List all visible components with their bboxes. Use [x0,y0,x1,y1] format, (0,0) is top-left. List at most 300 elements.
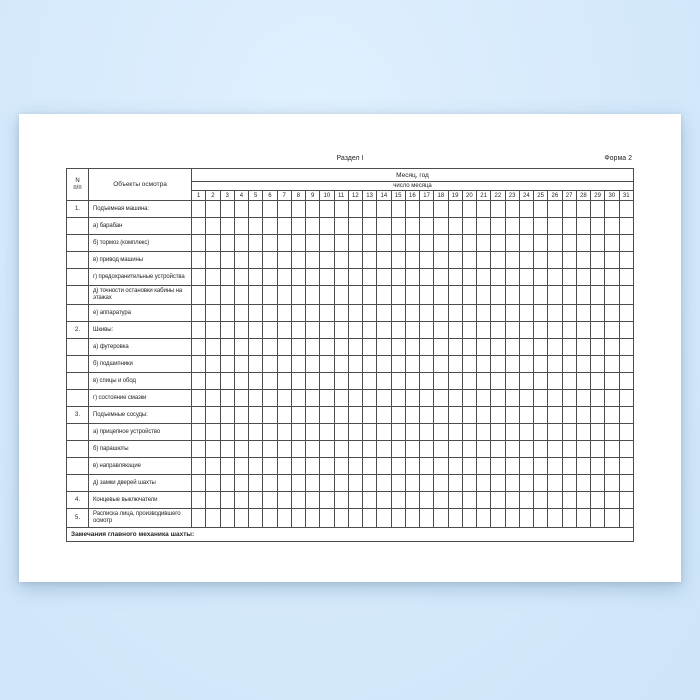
table-row [67,373,634,390]
day-mark-cell [477,269,491,286]
row-number-cell [67,305,89,322]
day-mark-cell [548,458,562,475]
row-number-cell [67,356,89,373]
inspection-object-label: б) тормоз (комплекс) [89,235,192,252]
day-mark-cell [277,356,291,373]
day-mark-cell [519,356,533,373]
col-header-day-of-month: число месяца [192,182,634,191]
day-mark-cell [477,286,491,305]
col-header-number-line1: N [75,178,80,184]
day-mark-cell [605,322,619,339]
page-header [66,154,634,166]
day-mark-cell [220,218,234,235]
day-mark-cell [534,509,548,528]
day-mark-cell [234,509,248,528]
day-mark-cell [234,424,248,441]
day-mark-cell [334,252,348,269]
row-number-cell: 1. [67,201,89,218]
day-mark-cell [377,218,391,235]
day-mark-cell [491,305,505,322]
day-mark-cell [291,390,305,407]
day-mark-cell [576,390,590,407]
day-mark-cell [448,235,462,252]
day-mark-cell [519,373,533,390]
day-mark-cell [249,390,263,407]
inspection-object-label: б) подшипники [89,356,192,373]
day-mark-cell [448,201,462,218]
day-mark-cell [477,441,491,458]
day-number-header: 21 [477,191,491,201]
day-mark-cell [391,424,405,441]
day-mark-cell [491,424,505,441]
day-mark-cell [391,305,405,322]
day-mark-cell [562,509,576,528]
day-mark-cell [462,373,476,390]
day-mark-cell [548,356,562,373]
day-mark-cell [249,339,263,356]
inspection-object-label: в) спицы и обод [89,373,192,390]
day-mark-cell [591,269,605,286]
day-mark-cell [505,339,519,356]
table-row [67,269,634,286]
day-mark-cell [477,322,491,339]
day-mark-cell [263,475,277,492]
day-mark-cell [505,322,519,339]
day-mark-cell [377,235,391,252]
day-mark-cell [291,458,305,475]
day-mark-cell [420,218,434,235]
day-mark-cell [348,407,362,424]
row-number-cell [67,252,89,269]
day-mark-cell [306,475,320,492]
day-number-header: 2 [206,191,220,201]
day-mark-cell [434,424,448,441]
day-mark-cell [477,305,491,322]
day-mark-cell [277,407,291,424]
row-number-cell [67,286,89,305]
day-mark-cell [434,305,448,322]
day-mark-cell [462,218,476,235]
day-mark-cell [405,509,419,528]
day-mark-cell [405,458,419,475]
day-mark-cell [391,218,405,235]
day-mark-cell [591,373,605,390]
day-mark-cell [619,441,634,458]
day-mark-cell [306,424,320,441]
day-mark-cell [534,356,548,373]
day-mark-cell [377,252,391,269]
day-mark-cell [291,269,305,286]
day-mark-cell [491,356,505,373]
table-row [67,286,634,305]
day-mark-cell [477,509,491,528]
day-mark-cell [363,218,377,235]
day-mark-cell [249,475,263,492]
day-mark-cell [534,492,548,509]
day-mark-cell [363,475,377,492]
day-mark-cell [348,509,362,528]
day-mark-cell [548,322,562,339]
day-mark-cell [391,235,405,252]
day-mark-cell [334,201,348,218]
day-mark-cell [405,339,419,356]
day-mark-cell [220,286,234,305]
day-mark-cell [334,424,348,441]
day-mark-cell [306,235,320,252]
day-mark-cell [277,475,291,492]
day-mark-cell [306,269,320,286]
col-header-objects: Объекты осмотра [89,169,192,201]
day-mark-cell [348,322,362,339]
remarks-row [67,528,634,542]
day-mark-cell [363,356,377,373]
day-mark-cell [562,252,576,269]
row-number-cell [67,390,89,407]
day-mark-cell [348,201,362,218]
day-mark-cell [192,269,206,286]
day-mark-cell [562,339,576,356]
day-mark-cell [206,458,220,475]
day-mark-cell [234,305,248,322]
day-mark-cell [505,509,519,528]
day-mark-cell [519,286,533,305]
day-mark-cell [420,339,434,356]
day-mark-cell [491,373,505,390]
day-mark-cell [548,286,562,305]
day-mark-cell [263,322,277,339]
row-number-cell: 3. [67,407,89,424]
day-mark-cell [320,201,334,218]
inspection-object-label: б) парашюты [89,441,192,458]
day-mark-cell [263,339,277,356]
table-row [67,509,634,528]
day-mark-cell [605,269,619,286]
day-mark-cell [462,322,476,339]
inspection-object-label: Шкивы: [89,322,192,339]
day-mark-cell [405,475,419,492]
day-mark-cell [363,509,377,528]
day-mark-cell [491,458,505,475]
day-mark-cell [448,269,462,286]
day-mark-cell [562,201,576,218]
day-mark-cell [505,390,519,407]
day-mark-cell [334,475,348,492]
day-mark-cell [477,492,491,509]
day-mark-cell [434,390,448,407]
day-mark-cell [619,407,634,424]
day-mark-cell [263,252,277,269]
day-mark-cell [548,252,562,269]
day-mark-cell [519,441,533,458]
day-mark-cell [519,339,533,356]
day-mark-cell [234,407,248,424]
day-mark-cell [348,475,362,492]
day-mark-cell [306,373,320,390]
day-mark-cell [220,424,234,441]
day-mark-cell [562,322,576,339]
day-mark-cell [434,286,448,305]
day-mark-cell [277,286,291,305]
day-mark-cell [291,252,305,269]
day-mark-cell [534,407,548,424]
day-number-header: 1 [192,191,206,201]
day-mark-cell [192,339,206,356]
day-mark-cell [619,373,634,390]
day-mark-cell [519,305,533,322]
day-mark-cell [391,201,405,218]
day-mark-cell [605,286,619,305]
day-mark-cell [405,492,419,509]
day-mark-cell [619,356,634,373]
day-mark-cell [534,458,548,475]
day-mark-cell [391,492,405,509]
row-number-cell [67,458,89,475]
day-mark-cell [363,201,377,218]
day-mark-cell [192,458,206,475]
day-mark-cell [306,252,320,269]
day-mark-cell [448,390,462,407]
day-mark-cell [420,252,434,269]
day-mark-cell [605,201,619,218]
day-mark-cell [348,492,362,509]
inspection-object-label: д) точности остановки кабины на этажах [89,286,192,305]
day-mark-cell [562,373,576,390]
day-mark-cell [548,235,562,252]
day-mark-cell [192,475,206,492]
day-mark-cell [491,441,505,458]
day-mark-cell [576,218,590,235]
day-mark-cell [420,424,434,441]
row-number-cell [67,441,89,458]
day-mark-cell [534,373,548,390]
day-mark-cell [477,407,491,424]
day-mark-cell [306,201,320,218]
day-mark-cell [491,492,505,509]
day-mark-cell [548,390,562,407]
day-mark-cell [263,201,277,218]
day-mark-cell [534,339,548,356]
inspection-object-label: Подъемная машина: [89,201,192,218]
day-mark-cell [619,424,634,441]
day-mark-cell [420,235,434,252]
day-mark-cell [591,390,605,407]
day-mark-cell [405,356,419,373]
inspection-object-label: а) барабан [89,218,192,235]
day-mark-cell [534,252,548,269]
day-mark-cell [306,390,320,407]
row-number-cell: 4. [67,492,89,509]
day-mark-cell [434,492,448,509]
day-mark-cell [576,339,590,356]
day-number-header: 30 [605,191,619,201]
day-mark-cell [363,407,377,424]
day-mark-cell [220,305,234,322]
day-mark-cell [534,235,548,252]
day-mark-cell [263,218,277,235]
table-row [67,424,634,441]
day-mark-cell [619,305,634,322]
day-mark-cell [576,235,590,252]
day-mark-cell [448,373,462,390]
day-mark-cell [192,424,206,441]
day-mark-cell [206,252,220,269]
day-number-header: 22 [491,191,505,201]
day-mark-cell [477,458,491,475]
day-mark-cell [206,373,220,390]
day-mark-cell [206,475,220,492]
row-number-cell [67,218,89,235]
day-mark-cell [391,269,405,286]
day-mark-cell [192,356,206,373]
day-mark-cell [363,305,377,322]
day-mark-cell [234,475,248,492]
day-mark-cell [334,305,348,322]
day-mark-cell [334,269,348,286]
day-number-header: 7 [277,191,291,201]
day-mark-cell [291,235,305,252]
day-mark-cell [420,373,434,390]
day-mark-cell [448,441,462,458]
day-mark-cell [420,390,434,407]
table-header [67,169,634,201]
day-mark-cell [591,509,605,528]
day-mark-cell [619,509,634,528]
day-mark-cell [249,269,263,286]
day-mark-cell [434,373,448,390]
day-mark-cell [363,286,377,305]
day-mark-cell [576,252,590,269]
day-mark-cell [306,322,320,339]
day-mark-cell [477,252,491,269]
day-mark-cell [420,475,434,492]
day-mark-cell [363,269,377,286]
day-mark-cell [562,218,576,235]
day-number-header: 31 [619,191,634,201]
day-mark-cell [619,390,634,407]
day-mark-cell [363,492,377,509]
day-mark-cell [192,373,206,390]
day-mark-cell [249,322,263,339]
day-mark-cell [249,218,263,235]
day-mark-cell [320,322,334,339]
day-mark-cell [605,390,619,407]
inspection-object-label: а) прицепное устройство [89,424,192,441]
day-mark-cell [534,305,548,322]
day-mark-cell [448,286,462,305]
inspection-object-label: д) замки дверей шахты [89,475,192,492]
day-mark-cell [619,339,634,356]
day-mark-cell [576,509,590,528]
day-mark-cell [448,458,462,475]
day-mark-cell [277,373,291,390]
day-mark-cell [591,475,605,492]
day-number-header: 25 [534,191,548,201]
day-mark-cell [363,322,377,339]
day-mark-cell [576,373,590,390]
day-number-header: 13 [363,191,377,201]
day-mark-cell [619,235,634,252]
day-mark-cell [619,322,634,339]
day-mark-cell [405,286,419,305]
day-mark-cell [548,509,562,528]
day-mark-cell [448,475,462,492]
day-mark-cell [519,201,533,218]
day-mark-cell [291,475,305,492]
day-mark-cell [391,475,405,492]
day-number-header: 15 [391,191,405,201]
day-mark-cell [348,373,362,390]
day-number-header: 18 [434,191,448,201]
day-mark-cell [462,339,476,356]
day-number-header: 19 [448,191,462,201]
day-mark-cell [277,441,291,458]
day-mark-cell [462,509,476,528]
day-mark-cell [249,201,263,218]
day-mark-cell [234,441,248,458]
day-number-header: 9 [306,191,320,201]
day-mark-cell [434,322,448,339]
day-mark-cell [391,322,405,339]
day-mark-cell [377,424,391,441]
day-mark-cell [591,441,605,458]
day-mark-cell [291,509,305,528]
day-mark-cell [576,286,590,305]
table-row [67,339,634,356]
day-mark-cell [306,339,320,356]
row-number-cell [67,269,89,286]
day-mark-cell [363,339,377,356]
day-mark-cell [249,441,263,458]
day-mark-cell [220,458,234,475]
day-mark-cell [491,339,505,356]
day-mark-cell [562,390,576,407]
day-mark-cell [576,492,590,509]
day-mark-cell [306,458,320,475]
day-mark-cell [192,390,206,407]
day-mark-cell [234,339,248,356]
row-number-cell [67,339,89,356]
day-mark-cell [334,218,348,235]
day-mark-cell [363,235,377,252]
day-mark-cell [505,218,519,235]
day-mark-cell [334,390,348,407]
day-mark-cell [405,407,419,424]
day-mark-cell [591,492,605,509]
form-number-label: Форма 2 [604,155,632,162]
day-mark-cell [462,356,476,373]
day-mark-cell [519,252,533,269]
day-mark-cell [434,339,448,356]
day-mark-cell [291,356,305,373]
day-mark-cell [505,201,519,218]
day-mark-cell [377,286,391,305]
day-mark-cell [377,441,391,458]
day-number-header: 26 [548,191,562,201]
day-mark-cell [605,424,619,441]
day-mark-cell [605,509,619,528]
day-mark-cell [505,269,519,286]
day-number-header: 17 [420,191,434,201]
day-mark-cell [206,390,220,407]
day-mark-cell [220,356,234,373]
day-mark-cell [505,305,519,322]
day-mark-cell [234,252,248,269]
day-mark-cell [619,458,634,475]
table-row [67,201,634,218]
day-mark-cell [491,390,505,407]
day-mark-cell [348,441,362,458]
day-mark-cell [519,492,533,509]
